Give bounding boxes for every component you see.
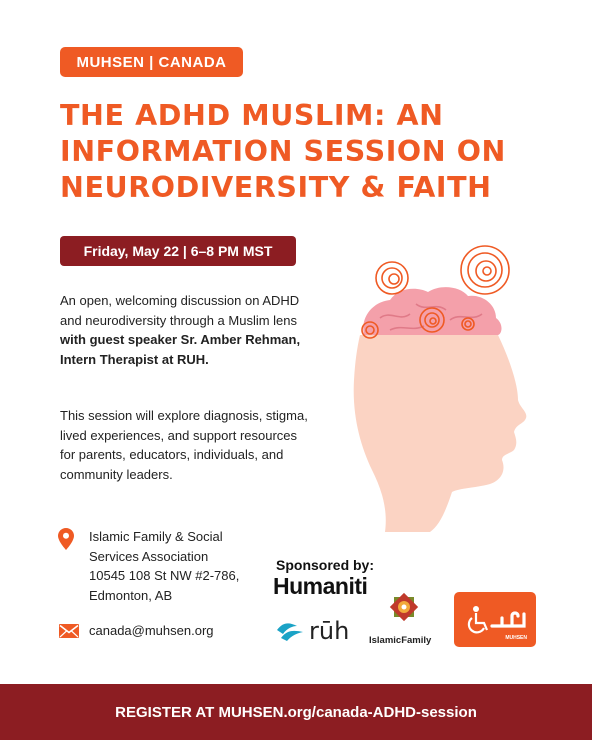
description-intro (60, 291, 310, 370)
title-line-3: NEURODIVERSITY & FAITH (60, 171, 492, 204)
date-badge: Friday, May 22 | 6–8 PM MST (60, 236, 296, 266)
islamic-family-wordmark: IslamicFamily (369, 635, 432, 646)
head-brain-illustration (350, 240, 530, 535)
muhsen-logo-wordmark: MUHSEN (505, 635, 527, 641)
humaniti-logo: Humaniti (273, 573, 368, 599)
title-line-1: THE ADHD MUSLIM: AN (60, 99, 444, 132)
location-pin-icon (58, 528, 74, 550)
islamic-family-star-icon (387, 590, 421, 624)
sponsors-label: Sponsored by: (276, 557, 375, 573)
contact-email-link[interactable]: canada@muhsen.org (89, 623, 214, 638)
address-line: 10545 108 St NW #2-786, (89, 568, 240, 583)
description-intro-text: An open, welcoming discussion on ADHD and neurodiversity through a Muslim lens (60, 293, 300, 328)
speaker-highlight: with guest speaker Sr. Amber Rehman, Intern Therapist at RUH. (60, 332, 301, 368)
description-details: This session will explore diagnosis, stigma, lived experiences, and support resources for parents, educators, individuals, and community leaders. (60, 408, 308, 483)
register-footer[interactable] (0, 684, 592, 740)
muhsen-logo (454, 592, 536, 647)
event-title (60, 98, 560, 206)
org-badge: MUHSEN | CANADA (60, 47, 243, 77)
venue-address (89, 527, 269, 605)
ruh-wave-icon (275, 620, 305, 642)
mail-icon (59, 624, 79, 638)
register-link[interactable]: REGISTER AT MUHSEN.org/canada-ADHD-session (115, 703, 477, 721)
ruh-wordmark: rūh (309, 617, 350, 645)
ruh-logo (275, 616, 349, 646)
address-line: Services Association (89, 548, 209, 564)
address-line: Islamic Family & Social (89, 529, 223, 544)
title-line-2: INFORMATION SESSION ON (60, 135, 507, 168)
address-line: Edmonton, AB (89, 587, 173, 603)
